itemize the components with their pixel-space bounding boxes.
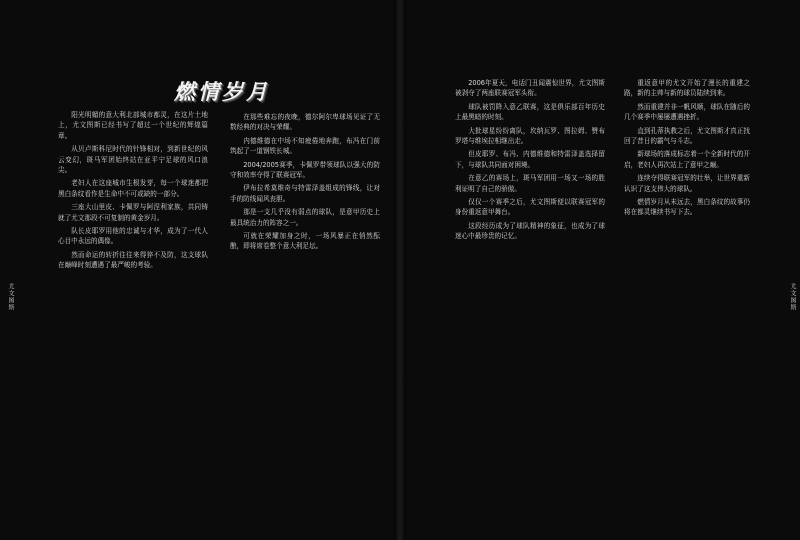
article-paragraph: 连续夺得联赛冠军的壮举，让世界重新认识了这支伟大的球队。 (624, 174, 750, 193)
left-side-tab: 尤文图斯 (7, 283, 14, 311)
page-gutter (394, 0, 406, 540)
article-paragraph: 大批球星纷纷离队，坎纳瓦罗、图拉姆、赞布罗塔与维埃拉相继出走。 (455, 126, 605, 146)
article-paragraph: 在那些难忘的夜晚，德尔阿尔卑球场见证了无数经典的对决与荣耀。 (230, 113, 380, 132)
article-paragraph: 从贝卢斯科尼时代的针锋相对，到新世纪的风云变幻，斑马军团始终站在亚平宁足球的风口浪尖。 (58, 145, 208, 175)
text-column-3 (455, 78, 605, 520)
article-paragraph: 2004/2005赛季，卡佩罗带领球队以强大的防守和效率夺得了联赛冠军。 (230, 160, 380, 180)
article-paragraph: 新球场的落成标志着一个全新时代的开启，老妇人再次站上了意甲之巅。 (624, 150, 750, 169)
article-paragraph: 内德维德在中场不知疲倦地奔跑，布冯在门前筑起了一道钢铁长城。 (230, 136, 380, 156)
article-paragraph: 队长皮耶罗用他的忠诚与才华，成为了一代人心目中永远的偶像。 (58, 227, 208, 246)
article-paragraph: 那是一支几乎没有弱点的球队，是意甲历史上最具统治力的阵容之一。 (230, 208, 380, 227)
article-paragraph: 重返意甲的尤文开始了漫长的重建之路，新的主帅与新的球员陆续到来。 (624, 79, 750, 98)
article-paragraph: 然而命运的转折往往来得猝不及防，这支球队在巅峰时刻遭遇了最严峻的考验。 (58, 250, 208, 270)
article-paragraph: 在意乙的赛场上，斑马军团用一场又一场的胜利证明了自己的骄傲。 (455, 174, 605, 193)
article-paragraph: 可就在荣耀加身之时，一场风暴正在悄然酝酿，即将席卷整个意大利足坛。 (230, 232, 380, 251)
article-paragraph: 球队被罚降入意乙联赛，这是俱乐部百年历史上最黑暗的时刻。 (455, 102, 605, 122)
article-paragraph: 直到孔蒂执教之后，尤文图斯才真正找回了昔日的霸气与斗志。 (624, 126, 750, 146)
text-column-2 (230, 112, 380, 520)
article-paragraph: 三座大山里皮、卡佩罗与阿涅利家族，共同铸就了尤文那段不可复制的黄金岁月。 (58, 203, 208, 222)
article-paragraph: 老妇人在这座城市生根发芽，每一个球迷都把黑白条纹看作是生命中不可或缺的一部分。 (58, 179, 208, 198)
text-column-4 (624, 78, 750, 520)
article-paragraph: 这段经历成为了球队精神的象征，也成为了球迷心中最珍贵的记忆。 (455, 221, 605, 241)
article-paragraph: 2006年夏天，电话门丑闻震惊世界，尤文图斯被剥夺了两座联赛冠军头衔。 (455, 79, 605, 98)
article-paragraph: 然而重建并非一帆风顺，球队在随后的几个赛季中屡屡遭遇挫折。 (624, 102, 750, 122)
article-paragraph: 燃情岁月从未远去，黑白条纹的故事仍将在都灵继续书写下去。 (624, 198, 750, 217)
article-paragraph: 伊布拉希莫维奇与特雷泽盖组成的锋线，让对手的防线闻风丧胆。 (230, 184, 380, 203)
article-paragraph: 阳光明媚的意大利北部城市都灵，在这片土地上，尤文图斯已经书写了超过一个世纪的辉煌篇章。 (58, 111, 208, 140)
article-paragraph: 但皮耶罗、布冯、内德维德和特雷泽盖选择留下，与球队共同面对困境。 (455, 150, 605, 169)
page-title: 燃情岁月 (174, 80, 270, 104)
right-side-tab: 尤文图斯 (789, 283, 796, 311)
text-column-1 (58, 110, 208, 520)
article-paragraph: 仅仅一个赛季之后，尤文图斯便以联赛冠军的身份重返意甲舞台。 (455, 198, 605, 217)
